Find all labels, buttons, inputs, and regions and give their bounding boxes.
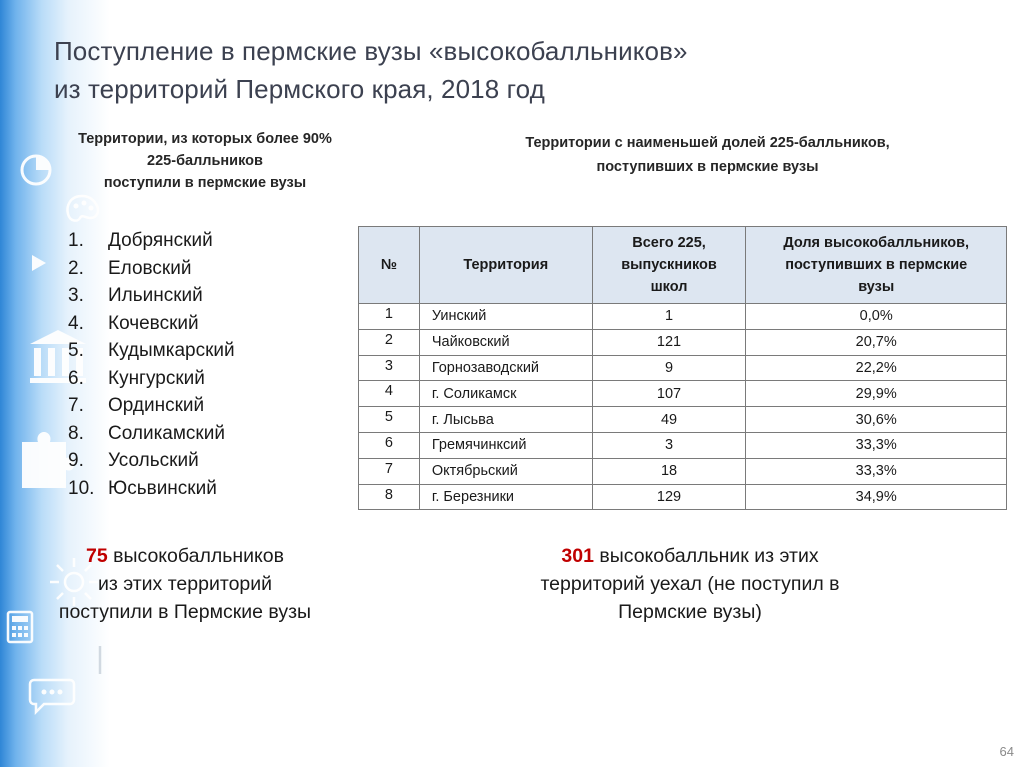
table-row — [359, 329, 1007, 355]
left-summary — [20, 542, 350, 626]
cell-num: 1 — [359, 304, 420, 330]
table-row — [359, 407, 1007, 433]
right-summary-line-3: Пермские вузы) — [618, 601, 762, 623]
cell-share: 0,0% — [746, 304, 1007, 330]
cell-share: 22,2% — [746, 355, 1007, 381]
left-heading-line-2: 225-балльников — [147, 153, 263, 169]
left-summary-line-2: из этих территорий — [97, 573, 273, 595]
list-item-number: 8. — [68, 422, 84, 444]
list-item-name: Кочевский — [108, 312, 199, 334]
table-row — [359, 355, 1007, 381]
table-row — [359, 304, 1007, 330]
cell-share: 29,9% — [746, 381, 1007, 407]
left-heading-line-1: Территории, из которых более 90% — [78, 131, 332, 147]
list-item — [62, 227, 235, 255]
header-share-line-3: вузы — [858, 279, 895, 295]
list-item-number: 9. — [68, 450, 84, 471]
territory-list — [62, 227, 235, 502]
slide-title-line-2: из территорий Пермского края, 2018 год — [54, 74, 545, 104]
list-item — [62, 255, 235, 283]
cell-territory: Чайковский — [419, 329, 592, 355]
header-num: № — [359, 227, 420, 304]
territory-share-table — [358, 226, 1007, 510]
list-item-name: Еловский — [108, 257, 192, 279]
cell-num: 3 — [359, 355, 420, 381]
list-item-number: 2. — [68, 257, 84, 279]
table-row — [359, 458, 1007, 484]
cell-territory: Гремячинксий — [419, 432, 592, 458]
header-share-line-1: Доля высокобалльников, — [783, 235, 970, 251]
cell-territory: г. Соликамск — [419, 381, 592, 407]
cell-total: 18 — [592, 458, 746, 484]
chat-bubble-icon — [28, 676, 76, 716]
cell-num: 6 — [359, 432, 420, 458]
cell-territory: г. Лысьва — [419, 407, 592, 433]
list-item-name: Юсьвинский — [108, 477, 217, 499]
cell-share: 33,3% — [746, 458, 1007, 484]
header-total — [592, 227, 746, 304]
cell-total: 121 — [592, 329, 746, 355]
list-item-number: 3. — [68, 285, 84, 306]
right-summary — [470, 542, 910, 626]
list-item-name: Усольский — [108, 450, 199, 471]
right-panel-heading — [470, 131, 945, 179]
right-summary-count: 301 — [561, 545, 594, 567]
cell-territory: Уинский — [419, 304, 592, 330]
cell-total: 129 — [592, 484, 746, 510]
list-item-name: Кунгурский — [108, 367, 205, 389]
play-icon — [28, 252, 50, 274]
list-item — [62, 365, 235, 393]
list-item-number: 4. — [68, 312, 84, 334]
cell-share: 30,6% — [746, 407, 1007, 433]
table-row — [359, 432, 1007, 458]
page-number: 64 — [999, 744, 1014, 759]
header-share — [746, 227, 1007, 304]
list-item-name: Добрянский — [108, 230, 213, 251]
cell-num: 4 — [359, 381, 420, 407]
list-item — [62, 282, 235, 310]
cell-territory: Горнозаводский — [419, 355, 592, 381]
list-item-number: 1. — [68, 230, 84, 251]
right-summary-line-1-rest: высокобалльник из этих — [593, 545, 819, 567]
left-panel-heading — [40, 128, 370, 194]
left-summary-line-1-rest: высокобалльников — [107, 545, 284, 567]
cell-num: 7 — [359, 458, 420, 484]
right-heading-line-1: Территории с наименьшей долей 225-балльников, — [525, 135, 890, 151]
header-total-line-1: Всего 225, — [632, 235, 706, 251]
pen-line-icon — [96, 644, 104, 678]
cell-total: 1 — [592, 304, 746, 330]
left-summary-line-3: поступили в Пермские вузы — [58, 601, 312, 623]
cell-total: 9 — [592, 355, 746, 381]
list-item-name: Ильинский — [108, 285, 203, 306]
list-item — [62, 310, 235, 338]
list-item — [62, 392, 235, 420]
header-share-line-2: поступивших в пермские — [785, 257, 968, 273]
cell-share: 33,3% — [746, 432, 1007, 458]
table-row — [359, 381, 1007, 407]
left-heading-line-3: поступили в пермские вузы — [103, 175, 307, 191]
cell-territory: г. Березники — [419, 484, 592, 510]
right-summary-line-2: территорий уехал (не поступил в — [540, 573, 840, 595]
right-heading-line-2: поступивших в пермские вузы — [596, 159, 819, 175]
list-item-name: Кудымкарский — [108, 340, 235, 361]
cell-num: 5 — [359, 407, 420, 433]
header-territory: Территория — [419, 227, 592, 304]
cell-share: 34,9% — [746, 484, 1007, 510]
table-row — [359, 484, 1007, 510]
table-header-row — [359, 227, 1007, 304]
cell-total: 107 — [592, 381, 746, 407]
left-summary-count: 75 — [85, 545, 108, 567]
right-summary-line-1 — [470, 542, 910, 570]
cell-total: 3 — [592, 432, 746, 458]
palette-icon — [62, 192, 102, 232]
list-item-number: 6. — [68, 367, 84, 389]
list-item-name: Ординский — [108, 395, 205, 416]
list-item-number: 10. — [68, 477, 95, 499]
cell-num: 8 — [359, 484, 420, 510]
list-item-number: 7. — [68, 395, 84, 416]
list-item — [62, 420, 235, 448]
cell-territory: Октябрьский — [419, 458, 592, 484]
left-summary-line-1 — [20, 542, 350, 570]
list-item — [62, 337, 235, 365]
cell-share: 20,7% — [746, 329, 1007, 355]
list-item — [62, 475, 235, 503]
cell-num: 2 — [359, 329, 420, 355]
list-item-name: Соликамский — [108, 422, 225, 444]
header-total-line-2: выпускников — [621, 257, 717, 273]
list-item-number: 5. — [68, 340, 84, 361]
header-total-line-3: школ — [650, 279, 688, 295]
cell-total: 49 — [592, 407, 746, 433]
slide-title-line-1: Поступление в пермские вузы «высокобалльников» — [54, 36, 688, 66]
slide-title — [54, 32, 954, 108]
list-item — [62, 447, 235, 475]
